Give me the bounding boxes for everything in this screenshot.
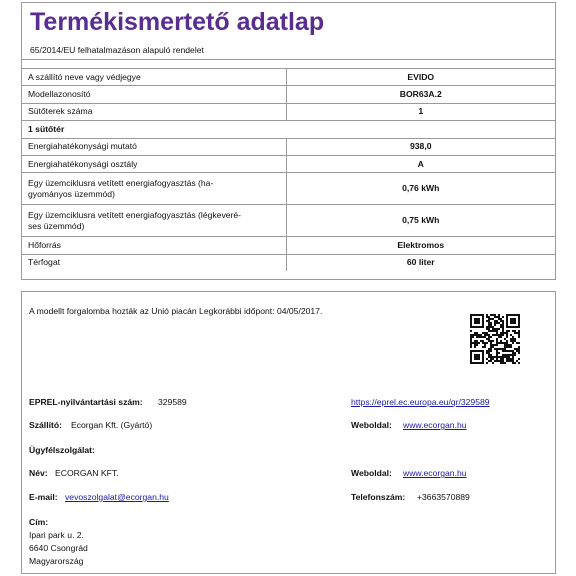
- website-link[interactable]: www.ecorgan.hu: [403, 468, 467, 478]
- name-label: Név:: [29, 468, 48, 478]
- row-label: Energiahatékonysági mutató: [22, 138, 286, 155]
- phone-label: Telefonszám:: [351, 492, 406, 502]
- table-row: [22, 69, 555, 86]
- email-link[interactable]: vevoszolgalat@ecorgan.hu: [65, 492, 169, 502]
- product-sheet-card: [21, 2, 556, 280]
- table-row: [22, 173, 555, 205]
- eprel-number: 329589: [158, 397, 187, 407]
- website-label: Weboldal:: [351, 468, 392, 478]
- row-label: [22, 173, 286, 205]
- address-label: Cím:: [29, 517, 49, 527]
- eprel-label: EPREL-nyilvántartási szám:: [29, 397, 143, 407]
- table-row: [22, 103, 555, 120]
- address-line: 6640 Csongrád: [29, 543, 88, 553]
- table-row: [22, 155, 555, 172]
- row-value: 1: [286, 103, 555, 120]
- sheet-title: Termékismertető adatlap: [30, 8, 325, 36]
- row-label-line: gyományos üzemmód): [28, 188, 115, 199]
- row-label-line: Egy üzemciklusra vetített energiafogyasztás (ha-: [28, 177, 214, 188]
- row-label: Hőforrás: [22, 237, 286, 254]
- sheet-subtitle: 65/2014/EU felhatalmazáson alapuló rendelet: [22, 41, 555, 60]
- row-value: 0,75 kWh: [286, 205, 555, 237]
- table-row: [22, 254, 555, 271]
- row-label: [22, 205, 286, 237]
- row-value: 938,0: [286, 138, 555, 155]
- table-row: [22, 237, 555, 254]
- spec-table: [22, 69, 555, 271]
- row-label: Térfogat: [28, 257, 61, 268]
- address-line: Magyarország: [29, 556, 84, 566]
- row-label: Energiahatékonysági osztály: [22, 155, 286, 172]
- row-label: Modellazonosító: [22, 86, 286, 103]
- email-label: E-mail:: [29, 492, 58, 502]
- address-line: Ipari park u. 2.: [29, 530, 84, 540]
- row-value: Elektromos: [286, 237, 555, 254]
- spacer: [22, 60, 555, 69]
- supplier-label: Szállító:: [29, 420, 62, 430]
- row-label-line: Egy üzemciklusra vetített energiafogyasztás (légkeveré-: [28, 209, 242, 220]
- row-value: EVIDO: [286, 69, 555, 86]
- row-label-line: ses üzemmód): [28, 220, 85, 231]
- table-row: [22, 205, 555, 237]
- supplier-value: Ecorgan Kft. (Gyártó): [71, 420, 153, 430]
- table-row: [22, 138, 555, 155]
- market-date-text: A modellt forgalomba hozták az Unió piacán Legkorábbi időpont: 04/05/2017.: [29, 306, 323, 316]
- row-value: 60 liter: [286, 254, 555, 271]
- supplier-info-card: [21, 291, 556, 574]
- service-label: Ügyfélszolgálat:: [29, 445, 95, 455]
- website-label: Weboldal:: [351, 420, 392, 430]
- row-label: Sütőterek száma: [22, 103, 286, 120]
- row-value: 0,76 kWh: [286, 173, 555, 205]
- table-row-section: [22, 121, 555, 138]
- row-label: A szállító neve vagy védjegye: [22, 69, 286, 86]
- phone-value: +3663570889: [417, 492, 470, 502]
- website-link[interactable]: www.ecorgan.hu: [403, 420, 467, 430]
- table-row: [22, 86, 555, 103]
- qr-code-icon[interactable]: [470, 306, 520, 372]
- eprel-link[interactable]: https://eprel.ec.europa.eu/qr/329589: [351, 397, 490, 407]
- row-value: BOR63A.2: [286, 86, 555, 103]
- row-value: A: [286, 155, 555, 172]
- name-value: ECORGAN KFT.: [55, 468, 119, 478]
- section-label: 1 sütőtér: [22, 121, 555, 138]
